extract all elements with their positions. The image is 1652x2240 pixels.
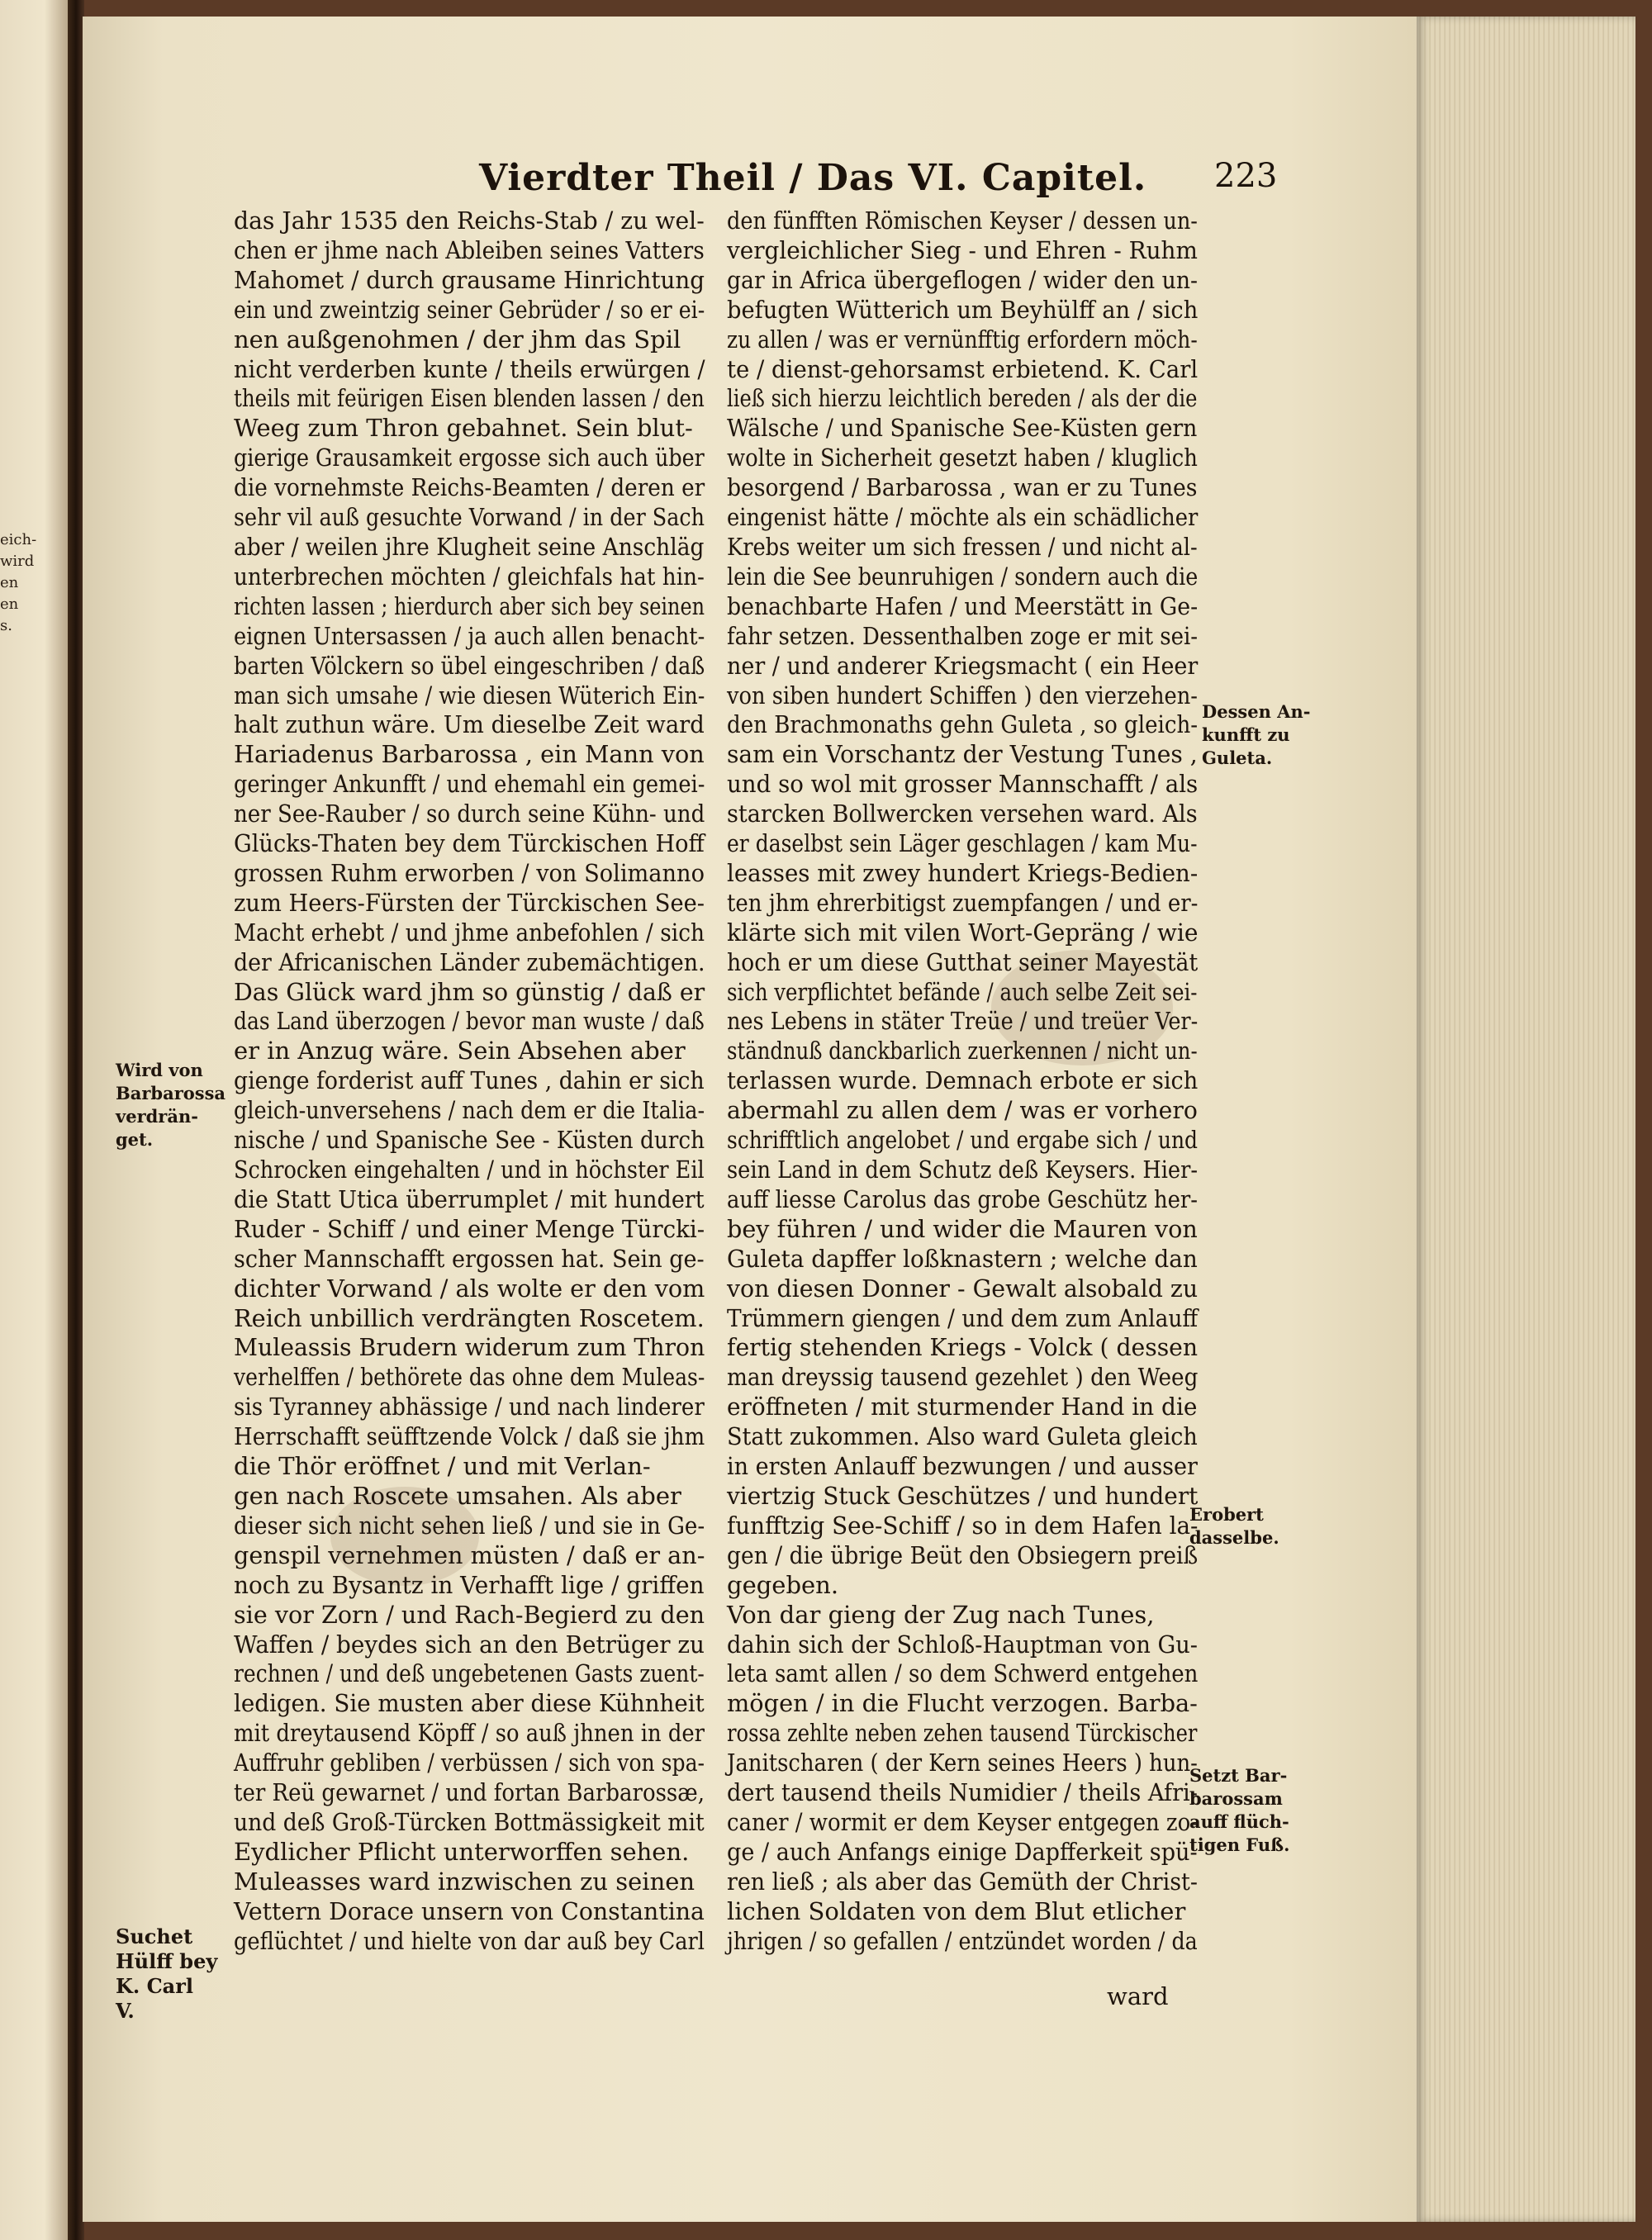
text-line: klärte sich mit vilen Wort-Gepräng / wie (727, 918, 1199, 947)
text-line: richten lassen ; hierdurch aber sich bey seinen (234, 591, 705, 620)
text-line: nen außgenohmen / der jhm das Spil (234, 325, 681, 354)
text-line: lichen Soldaten von dem Blut etlicher (727, 1896, 1186, 1925)
text-line: geflüchtet / und hielte von dar auß bey Carl (234, 1926, 705, 1955)
text-line: genspil vernehmen müsten / daß er an- (234, 1540, 705, 1569)
text-line: man dreyssig tausend gezehlet ) den Weeg (727, 1363, 1199, 1392)
margin-note-line: V. (116, 1999, 135, 2023)
text-line: gen / die übrige Beüt den Obsiegern preiß (727, 1540, 1199, 1569)
text-line: wolte in Sicherheit gesetzt haben / kluglich (727, 444, 1198, 472)
text-line: Waffen / beydes sich an den Betrüger zu (234, 1630, 705, 1659)
text-line: besorgend / Barbarossa , wan er zu Tunes (727, 473, 1198, 502)
text-line: eröffneten / mit sturmender Hand in die (727, 1393, 1198, 1421)
margin-note-line: get. (116, 1129, 154, 1150)
running-head (479, 157, 1305, 199)
text-line: theils mit feürigen Eisen blenden lassen / den (234, 384, 705, 413)
text-line: schrifftlich angelobet / und ergabe sich / und (727, 1126, 1199, 1155)
text-line: ge / auch Anfangs einige Dapfferkeit spü- (727, 1837, 1198, 1866)
stub-line: en (0, 596, 19, 613)
text-line: leasses mit zwey hundert Kriegs-Bedien- (727, 858, 1199, 887)
margin-note-line: auff flüch- (1189, 1811, 1289, 1832)
text-line: rossa zehlte neben zehen tausend Türckischer (727, 1719, 1198, 1748)
margin-note-suchet-huelff (116, 1924, 217, 2024)
text-line: Weeg zum Thron gebahnet. Sein blut- (234, 414, 693, 443)
book-gutter (68, 0, 84, 2240)
margin-note-line: Erobert (1189, 1504, 1264, 1525)
text-line: dieser sich nicht sehen ließ / und sie in Ge- (234, 1511, 705, 1540)
text-line: gegeben. (727, 1570, 839, 1599)
margin-note-line: Guleta. (1202, 747, 1273, 768)
margin-note-erobert (1189, 1503, 1279, 1549)
text-line: sich verpflichtet befände / auch selbe Zeit sei- (727, 977, 1198, 1006)
text-line: eingenist hätte / möchte als ein schädlicher (727, 503, 1199, 532)
stub-line: en (0, 574, 19, 591)
left-page-edge (0, 0, 74, 2240)
text-line: ner See-Rauber / so durch seine Kühn- und (234, 800, 705, 828)
text-line: gar in Africa übergeflogen / wider den un- (727, 265, 1199, 294)
margin-note-setzt-barbarossam (1189, 1764, 1289, 1857)
text-line: und so wol mit grosser Mannschafft / als (727, 770, 1199, 799)
text-line: den fünfften Römischen Keyser / dessen un- (727, 206, 1198, 235)
text-line: unterbrechen möchten / gleichfals hat hin- (234, 562, 705, 591)
text-line: benachbarte Hafen / und Meerstätt in Ge- (727, 591, 1199, 620)
text-line: sehr vil auß gesuchte Vorwand / in der Sach (234, 503, 705, 532)
text-line: Mahomet / durch grausame Hinrichtung (234, 265, 705, 294)
text-line: mögen / in die Flucht verzogen. Barba- (727, 1689, 1198, 1718)
running-title: Vierdter Theil / Das VI. Capitel. (479, 157, 1147, 199)
page-number: 223 (1214, 157, 1278, 195)
text-line: auff liesse Carolus das grobe Geschütz her- (727, 1184, 1199, 1213)
text-line: Reich unbillich verdrängten Roscetem. (234, 1303, 705, 1332)
text-line: Krebs weiter um sich fressen / und nicht al- (727, 532, 1198, 561)
text-line: den Brachmonaths gehn Guleta , so gleich- (727, 710, 1199, 739)
text-line: halt zuthun wäre. Um dieselbe Zeit ward (234, 710, 705, 739)
text-line: Wälsche / und Spanische See-Küsten gern (727, 414, 1198, 443)
text-line: te / dienst-gehorsamst erbietend. K. Carl (727, 354, 1199, 383)
text-line: die Statt Utica überrumplet / mit hundert (234, 1184, 705, 1213)
text-line: grossen Ruhm erworben / von Solimanno (234, 858, 705, 887)
stub-line: s. (0, 617, 12, 634)
text-line: dichter Vorwand / als wolte er den vom (234, 1274, 705, 1303)
text-line: Trümmern giengen / und dem zum Anlauff (727, 1303, 1199, 1332)
text-line: Schrocken eingehalten / und in höchster Eil (234, 1156, 705, 1184)
margin-note-line: tigen Fuß. (1189, 1834, 1290, 1855)
text-line: fahr setzen. Dessenthalben zoge er mit sei- (727, 621, 1199, 650)
text-line: ledigen. Sie musten aber diese Kühnheit (234, 1689, 705, 1718)
text-line: nicht verderben kunte / theils erwürgen / (234, 354, 705, 383)
text-line: funfftzig See-Schiff / so in dem Hafen la- (727, 1511, 1199, 1540)
text-line: zum Heers-Fürsten der Türckischen See- (234, 888, 705, 917)
text-line: Herrschafft seüfftzende Volck / daß sie jhm (234, 1422, 705, 1451)
text-line: Eydlicher Pflicht unterworffen sehen. (234, 1837, 690, 1866)
margin-note-line: Setzt Bar- (1189, 1765, 1288, 1786)
text-line: sie vor Zorn / und Rach-Begierd zu den (234, 1600, 705, 1629)
text-line: terlassen wurde. Demnach erbote er sich (727, 1066, 1199, 1095)
margin-note-line: Barbarossa (116, 1083, 226, 1103)
text-line: ein und zweintzig seiner Gebrüder / so er ei- (234, 295, 705, 324)
text-line: die Thör eröffnet / und mit Verlan- (234, 1452, 651, 1481)
text-line: gienge forderist auff Tunes , dahin er sich (234, 1066, 705, 1095)
text-line: noch zu Bysantz in Verhafft lige / griffen (234, 1570, 705, 1599)
text-line: dert tausend theils Numidier / theils Afri- (727, 1778, 1198, 1807)
text-line: das Land überzogen / bevor man wuste / daß (234, 1007, 705, 1036)
text-line: befugten Wütterich um Beyhülff an / sich (727, 295, 1199, 324)
text-line: Janitscharen ( der Kern seines Heers ) hun- (727, 1749, 1198, 1777)
text-line: jhrigen / so gefallen / entzündet worden / da (727, 1926, 1198, 1955)
text-line: geringer Ankunfft / und ehemahl ein gemei- (234, 770, 705, 799)
text-line: gierige Grausamkeit ergosse sich auch über (234, 444, 705, 472)
text-line: Vettern Dorace unsern von Constantina (234, 1896, 705, 1925)
text-line: zu allen / was er vernünfftig erfordern möch- (727, 325, 1198, 354)
text-line: ren ließ ; als aber das Gemüth der Christ- (727, 1867, 1198, 1896)
text-line: vergleichlicher Sieg - und Ehren - Ruhm (727, 235, 1198, 264)
margin-note-line: K. Carl (116, 1974, 193, 1998)
catchword-text: ward (1107, 1982, 1169, 2010)
margin-note-wird-von-barbarossa (116, 1059, 225, 1151)
text-line: von diesen Donner - Gewalt alsobald zu (727, 1274, 1199, 1303)
left-text-column (234, 206, 705, 1956)
text-line: lein die See beunruhigen / sondern auch die (727, 562, 1199, 591)
text-line: ner / und anderer Kriegsmacht ( ein Heer (727, 651, 1199, 680)
text-line: die vornehmste Reichs-Beamten / deren er (234, 473, 705, 502)
text-line: bey führen / und wider die Mauren von (727, 1214, 1198, 1243)
text-line: fertig stehenden Kriegs - Volck ( dessen (727, 1333, 1199, 1362)
text-line: gleich-unversehens / nach dem er die Italia- (234, 1096, 705, 1125)
text-line: und deß Groß-Türcken Bottmässigkeit mit (234, 1807, 705, 1836)
text-line: Muleassis Brudern widerum zum Thron (234, 1333, 705, 1362)
text-line: ten jhm ehrerbitigst zuempfangen / und er- (727, 888, 1199, 917)
right-text-column (727, 206, 1198, 1956)
text-line: Ruder - Schiff / und einer Menge Türcki- (234, 1214, 705, 1243)
text-line: Hariadenus Barbarossa , ein Mann von (234, 740, 705, 769)
text-line: Das Glück ward jhm so günstig / daß er (234, 977, 705, 1006)
text-line: Glücks-Thaten bey dem Türckischen Hoff (234, 829, 705, 858)
text-line: barten Völckern so übel eingeschriben / daß (234, 651, 705, 680)
left-page-text-fragments (0, 529, 50, 636)
stub-line: eich- (0, 531, 37, 548)
text-line: Macht erhebt / und jhme anbefohlen / sich (234, 918, 705, 947)
margin-note-line: dasselbe. (1189, 1527, 1279, 1548)
catchword (1107, 1982, 1206, 2012)
text-line: leta samt allen / so dem Schwerd entgehen (727, 1659, 1199, 1688)
margin-note-line: Wird von (116, 1060, 203, 1080)
text-line: Auffruhr gebliben / verbüssen / sich von spa- (234, 1749, 705, 1777)
text-line: dahin sich der Schloß-Hauptman von Gu- (727, 1630, 1199, 1659)
text-line: ter Reü gewarnet / und fortan Barbarossæ, (234, 1778, 705, 1807)
text-line: nes Lebens in stäter Treüe / und treüer Ver- (727, 1007, 1199, 1036)
text-line: rechnen / und deß ungebetenen Gasts zuent- (234, 1659, 705, 1688)
text-line: mit dreytausend Köpff / so auß jhnen in der (234, 1719, 705, 1748)
text-line: er daselbst sein Läger geschlagen / kam Mu- (727, 829, 1198, 858)
text-line: gen nach Roscete umsahen. Als aber (234, 1481, 681, 1510)
text-line: ließ sich hierzu leichtlich bereden / als der die (727, 384, 1198, 413)
text-line: in ersten Anlauff bezwungen / und ausser (727, 1452, 1198, 1481)
margin-note-line: verdrän- (116, 1106, 198, 1127)
text-line: nische / und Spanische See - Küsten durch (234, 1126, 705, 1155)
text-line: abermahl zu allen dem / was er vorhero (727, 1096, 1198, 1125)
margin-note-line: kunfft zu (1202, 724, 1290, 745)
text-line: caner / wormit er dem Keyser entgegen zo- (727, 1807, 1198, 1836)
text-line: verhelffen / bethörete das ohne dem Muleas- (234, 1363, 705, 1392)
text-line: er in Anzug wäre. Sein Absehen aber (234, 1037, 686, 1065)
text-line: eignen Untersassen / ja auch allen benacht- (234, 621, 705, 650)
text-line: sein Land in dem Schutz deß Keysers. Hier- (727, 1156, 1199, 1184)
text-line: das Jahr 1535 den Reichs-Stab / zu wel- (234, 206, 705, 235)
text-line: scher Mannschafft ergossen hat. Sein ge- (234, 1244, 705, 1273)
text-line: viertzig Stuck Geschützes / und hundert (727, 1481, 1199, 1510)
page-edges-stack (1417, 17, 1635, 2222)
text-line: sam ein Vorschantz der Vestung Tunes , (727, 740, 1198, 769)
text-line: Statt zukommen. Also ward Guleta gleich (727, 1422, 1198, 1451)
text-line: ständnuß danckbarlich zuerkennen / nicht un- (727, 1037, 1198, 1065)
stub-line: wird (0, 553, 35, 570)
text-line: sis Tyranney abhässige / und nach linderer (234, 1393, 705, 1421)
margin-note-line: barossam (1189, 1788, 1283, 1809)
margin-note-line: Dessen An- (1202, 701, 1311, 722)
text-line: hoch er um diese Gutthat seiner Mayestät (727, 947, 1199, 976)
text-line: Guleta dapffer loßknastern ; welche dan (727, 1244, 1198, 1273)
margin-note-line: Suchet (116, 1924, 193, 1948)
text-line: Von dar gieng der Zug nach Tunes, (727, 1600, 1155, 1629)
text-line: Muleasses ward inzwischen zu seinen (234, 1867, 695, 1896)
text-line: von siben hundert Schiffen ) den vierzehen- (727, 681, 1198, 709)
text-line: der Africanischen Länder zubemächtigen. (234, 947, 705, 976)
text-line: aber / weilen jhre Klugheit seine Anschläg (234, 532, 705, 561)
text-line: starcken Bollwercken versehen ward. Als (727, 800, 1198, 828)
text-line: man sich umsahe / wie diesen Wüterich Ein- (234, 681, 705, 709)
margin-note-dessen-ankunfft (1202, 700, 1310, 770)
text-line: chen er jhme nach Ableiben seines Vatters (234, 235, 705, 264)
margin-note-line: Hülff bey (116, 1949, 218, 1973)
